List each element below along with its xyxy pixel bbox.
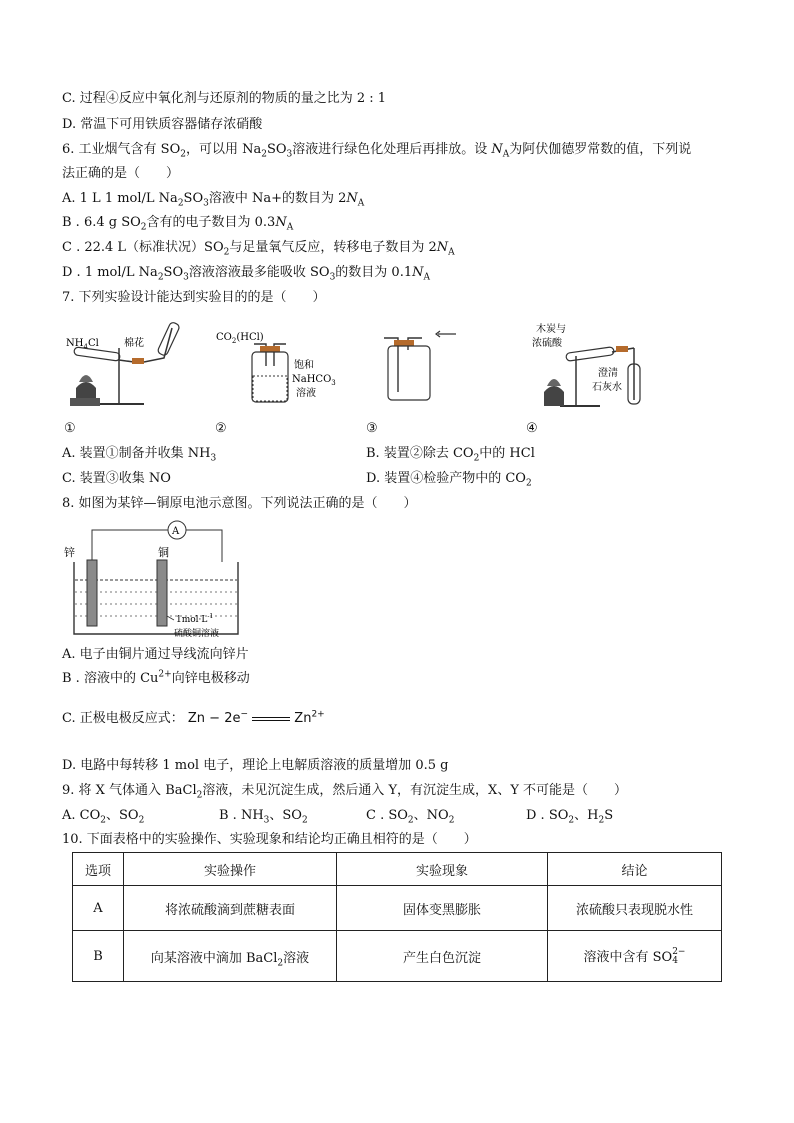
header-option: 选项 [73, 853, 124, 886]
table-header-row [73, 853, 722, 886]
fig4-limewater-label: 石灰水 [592, 382, 622, 393]
q9-option-d: D . $SO_2$、$H_2S$ [526, 808, 614, 826]
apparatus-1-label: ① [64, 421, 76, 436]
apparatus-3-label: ③ [366, 421, 378, 436]
q8-option-d: D. 电路中每转移 1 mol 电子，理论上电解质溶液的质量增加 0.5 g [62, 758, 449, 773]
header-observation: 实验现象 [337, 853, 548, 886]
q6-option-d: D . 1 mol/L $Na_2SO_3$溶液溶液最多能吸收 $SO_3$的数目为 $0.1N_A$ [62, 265, 430, 283]
header-conclusion: 结论 [548, 853, 722, 886]
apparatus-4-label: ④ [526, 421, 538, 436]
q9-stem: 9. 将 X 气体通入 BaCl$_2$溶液，未见沉淀生成，然后通入 Y，有沉淀生成，X、Y 不可能是（ ） [62, 783, 628, 801]
cell-observation: 固体变黑膨胀 [337, 886, 548, 931]
cell-option: A [73, 886, 124, 931]
q7-stem: 7. 下列实验设计能达到实验目的的是（ ） [62, 290, 326, 305]
apparatus-2-label: ② [215, 421, 227, 436]
ammeter-label: A [172, 526, 180, 537]
copper-label: 铜 [158, 546, 169, 559]
cell-concentration-label: $1mol\cdot L^{-1}$ [176, 613, 214, 625]
zinc-label: 锌 [64, 546, 75, 559]
apparatus-4-figure [530, 320, 650, 412]
q9-option-b: B . $NH_3$、$SO_2$ [219, 808, 308, 826]
header-operation: 实验操作 [124, 853, 337, 886]
q7-option-d: D. 装置④检验产物中的 $CO_2$ [366, 471, 532, 489]
fig2-solution-label: 溶液 [296, 388, 316, 399]
fig2-gas-label: $CO_2(HCl)$ [216, 332, 264, 345]
q7-option-b: B. 装置②除去 $CO_2$中的 HCl [366, 446, 535, 464]
fig1-cotton-label: 棉花 [124, 338, 144, 349]
table-row [73, 886, 722, 931]
cell-option: B [73, 931, 124, 982]
fig4-charcoal-label: 木炭与 [536, 324, 566, 335]
q9-option-c: C . $SO_2$、$NO_2$ [366, 808, 455, 826]
cell-operation: 将浓硫酸滴到蔗糖表面 [124, 886, 337, 931]
galvanic-cell-figure [62, 516, 262, 642]
q6-option-c: C . 22.4 L（标准状况）$SO_2$与足量氧气反应，转移电子数目为 $2N_A$ [62, 240, 455, 258]
q6-stem-line2: 法正确的是（ ） [62, 166, 180, 181]
apparatus-2-figure [214, 326, 346, 410]
q5-option-d: D. 常温下可用铁质容器储存浓硝酸 [62, 117, 263, 132]
fig2-saturated-label: 饱和 [294, 360, 314, 371]
cell-solution-label: 硫酸铜溶液 [174, 629, 220, 639]
cell-conclusion: 浓硫酸只表现脱水性 [548, 886, 722, 931]
q6-option-a: A. 1 L 1 mol/L $Na_2SO_3$溶液中 Na+的数目为 $2N_A$ [62, 191, 365, 209]
cell-observation: 产生白色沉淀 [337, 931, 548, 982]
apparatus-3-figure [380, 326, 460, 402]
q10-stem: 10. 下面表格中的实验操作、实验现象和结论均正确且相符的是（ ） [62, 832, 477, 847]
q8-option-a: A. 电子由铜片通过导线流向锌片 [62, 647, 249, 662]
q8-stem: 8. 如图为某锌—铜原电池示意图。下列说法正确的是（ ） [62, 496, 417, 511]
fig2-nahco3-label: NaHCO$_3$ [292, 374, 336, 387]
q8-option-b: B . 溶液中的 $Cu^{2+}$向锌电极移动 [62, 669, 250, 686]
fig1-nh4cl-label: $NH_4Cl$ [66, 338, 99, 351]
q9-option-a: A. $CO_2$、$SO_2$ [62, 808, 145, 826]
q7-option-a: A. 装置①制备并收集 $NH_3$ [62, 446, 217, 464]
q8-equation: Zn − 2e− $Zn^{2+}$ [187, 709, 325, 726]
q6-stem: 6. 工业烟气含有 $SO_2$，可以用 $Na_2SO_3$溶液进行绿色化处理后再排放。设 $N_A$为阿伏伽德罗常数的值，下列说 [62, 142, 692, 160]
fig4-acid-label: 浓硫酸 [532, 338, 562, 349]
table-row [73, 931, 722, 982]
q8-option-c: C. 正极电极反应式： Zn − 2e− $Zn^{2+}$ [62, 709, 325, 726]
cell-operation: 向某溶液中滴加 BaCl$_2$溶液 [124, 931, 337, 982]
q10-table [72, 852, 722, 982]
cell-conclusion: 溶液中含有 SO 2− 4 [548, 931, 722, 982]
fig4-clear-label: 澄清 [598, 368, 618, 379]
q7-option-c: C. 装置③收集 NO [62, 471, 171, 486]
q6-option-b: B . 6.4 g $SO_2$含有的电子数目为 $0.3N_A$ [62, 215, 294, 233]
apparatus-1-figure [64, 318, 184, 410]
q5-option-c: C. 过程④反应中氧化剂与还原剂的物质的量之比为 2 : 1 [62, 91, 387, 106]
